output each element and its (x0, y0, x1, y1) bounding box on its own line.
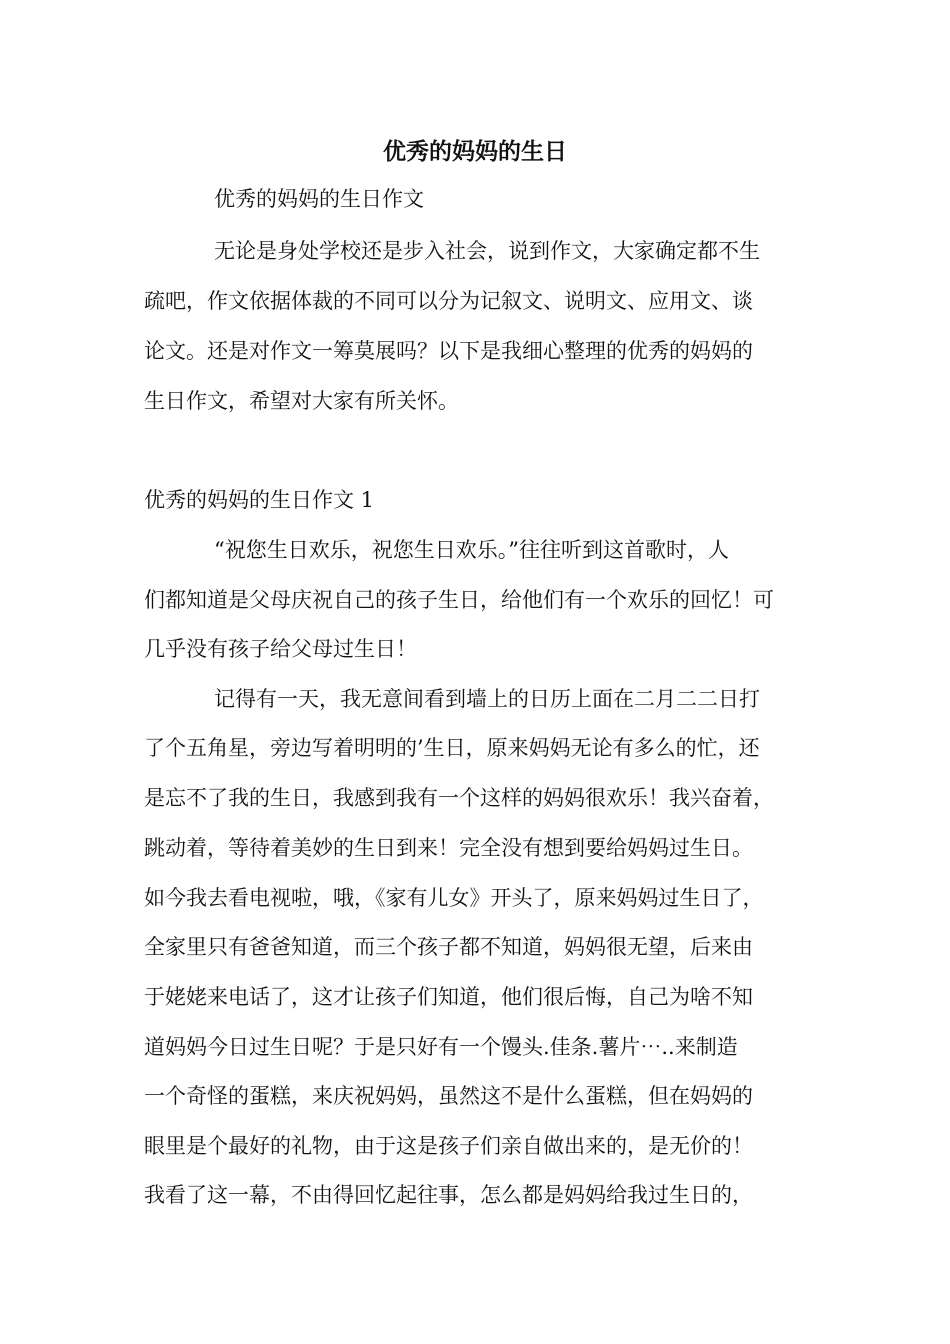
paragraph-line: 一个奇怪的蛋糕，来庆祝妈妈，虽然这不是什么蛋糕，但在妈妈的 (144, 1084, 753, 1108)
paragraph-line: 了个五角星，旁边写着明明的’生日，原来妈妈无论有多么的忙，还 (144, 736, 760, 760)
paragraph-line: 眼里是个最好的礼物，由于这是孩子们亲自做出来的，是无价的！ (144, 1134, 753, 1158)
paragraph-line: “祝您生日欢乐，祝您生日欢乐。”往往听到这首歌时，人 (214, 538, 729, 562)
paragraph-line: 我看了这一幕，不由得回忆起往事，怎么都是妈妈给我过生日的， (144, 1183, 753, 1207)
paragraph-line: 几乎没有孩子给父母过生日！ (144, 637, 417, 661)
document-subtitle: 优秀的妈妈的生日作文 (214, 187, 424, 211)
paragraph-line: 如今我去看电视啦，哦，《家有儿女》开头了，原来妈妈过生日了， (144, 886, 764, 910)
intro-line: 论文。还是对作文一筹莫展吗？以下是我细心整理的优秀的妈妈的 (144, 339, 753, 363)
paragraph-line: 们都知道是父母庆祝自己的孩子生日，给他们有一个欢乐的回忆！可 (144, 588, 774, 612)
document-title: 优秀的妈妈的生日 (383, 138, 567, 165)
paragraph-line: 于姥姥来电话了，这才让孩子们知道，他们很后悔，自己为啥不知 (144, 985, 753, 1009)
intro-line: 疏吧，作文依据体裁的不同可以分为记叙文、说明文、应用文、谈 (144, 289, 753, 313)
paragraph-line: 跳动着，等待着美妙的生日到来！完全没有想到要给妈妈过生日。 (144, 836, 753, 860)
paragraph-line: 记得有一天，我无意间看到墙上的日历上面在二月二二日打 (214, 687, 760, 711)
intro-line: 无论是身处学校还是步入社会，说到作文，大家确定都不生 (214, 239, 760, 263)
section-heading: 优秀的妈妈的生日作文 1 (144, 488, 375, 512)
paragraph-line: 是忘不了我的生日，我感到我有一个这样的妈妈很欢乐！我兴奋着， (144, 786, 774, 810)
paragraph-line: 全家里只有爸爸知道，而三个孩子都不知道，妈妈很无望，后来由 (144, 935, 753, 959)
paragraph-line: 道妈妈今日过生日呢？于是只好有一个馒头.佳条.薯片⋯..来制造 (144, 1035, 738, 1059)
intro-line: 生日作文，希望对大家有所关怀。 (144, 389, 459, 413)
